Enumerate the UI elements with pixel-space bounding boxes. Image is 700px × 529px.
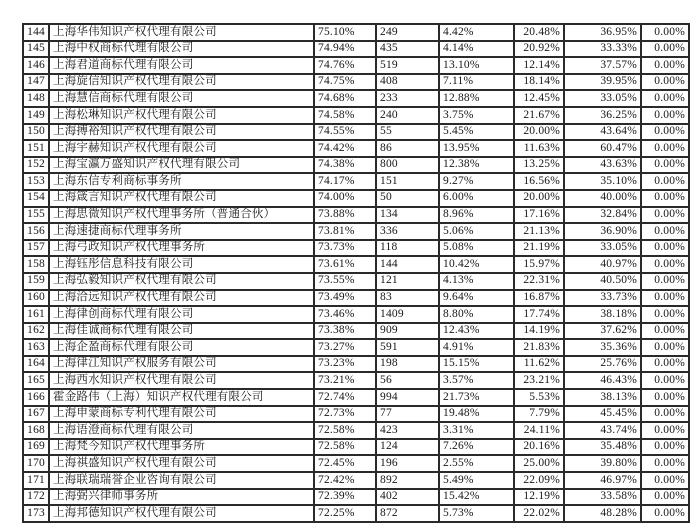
agency-name-cell: 上海东信专利商标事务所: [49, 173, 314, 190]
value-cell: 0.00%: [641, 157, 689, 174]
table-row: [23, 306, 689, 323]
value-cell: 9.64%: [439, 290, 514, 307]
table-row: [23, 207, 689, 224]
value-cell: 0.00%: [641, 323, 689, 340]
value-cell: 73.61%: [314, 256, 376, 273]
value-cell: 0.00%: [641, 140, 689, 157]
value-cell: 20.00%: [514, 190, 564, 207]
value-cell: 3.75%: [439, 107, 514, 124]
value-cell: 74.76%: [314, 57, 376, 74]
value-cell: 0.00%: [641, 505, 689, 522]
value-cell: 0.00%: [641, 356, 689, 373]
count-cell: 240: [376, 107, 439, 124]
value-cell: 0.00%: [641, 24, 689, 41]
rank-cell: 164: [23, 356, 49, 373]
value-cell: 36.90%: [564, 223, 641, 240]
value-cell: 15.97%: [514, 256, 564, 273]
value-cell: 11.62%: [514, 356, 564, 373]
value-cell: 74.38%: [314, 157, 376, 174]
agency-name-cell: 上海慧信商标代理有限公司: [49, 90, 314, 107]
value-cell: 39.95%: [564, 74, 641, 91]
count-cell: 83: [376, 290, 439, 307]
table-row: [23, 389, 689, 406]
value-cell: 0.00%: [641, 439, 689, 456]
agency-name-cell: 上海语澄商标代理有限公司: [49, 422, 314, 439]
agency-name-cell: 霍金路伟（上海）知识产权代理有限公司: [49, 389, 314, 406]
table-row: [23, 406, 689, 423]
value-cell: 0.00%: [641, 489, 689, 506]
value-cell: 74.00%: [314, 190, 376, 207]
value-cell: 0.00%: [641, 90, 689, 107]
table-row: [23, 489, 689, 506]
count-cell: 151: [376, 173, 439, 190]
table-row: [23, 107, 689, 124]
rank-cell: 161: [23, 306, 49, 323]
count-cell: 77: [376, 406, 439, 423]
value-cell: 72.42%: [314, 472, 376, 489]
table-row: [23, 356, 689, 373]
value-cell: 3.57%: [439, 372, 514, 389]
rank-cell: 167: [23, 406, 49, 423]
value-cell: 15.42%: [439, 489, 514, 506]
rank-cell: 163: [23, 339, 49, 356]
value-cell: 12.45%: [514, 90, 564, 107]
value-cell: 12.88%: [439, 90, 514, 107]
value-cell: 33.58%: [564, 489, 641, 506]
value-cell: 73.38%: [314, 323, 376, 340]
value-cell: 40.97%: [564, 256, 641, 273]
value-cell: 73.27%: [314, 339, 376, 356]
value-cell: 6.00%: [439, 190, 514, 207]
value-cell: 40.50%: [564, 273, 641, 290]
agency-name-cell: 上海君道商标代理有限公司: [49, 57, 314, 74]
value-cell: 24.11%: [514, 422, 564, 439]
value-cell: 13.25%: [514, 157, 564, 174]
value-cell: 0.00%: [641, 240, 689, 257]
count-cell: 872: [376, 505, 439, 522]
value-cell: 16.56%: [514, 173, 564, 190]
count-cell: 124: [376, 439, 439, 456]
value-cell: 16.87%: [514, 290, 564, 307]
value-cell: 5.49%: [439, 472, 514, 489]
count-cell: 336: [376, 223, 439, 240]
value-cell: 32.84%: [564, 207, 641, 224]
rank-cell: 165: [23, 372, 49, 389]
rank-cell: 149: [23, 107, 49, 124]
count-cell: 118: [376, 240, 439, 257]
value-cell: 35.10%: [564, 173, 641, 190]
value-cell: 0.00%: [641, 472, 689, 489]
value-cell: 12.43%: [439, 323, 514, 340]
count-cell: 800: [376, 157, 439, 174]
value-cell: 0.00%: [641, 57, 689, 74]
value-cell: 20.92%: [514, 41, 564, 58]
agency-name-cell: 上海箴言知识产权代理有限公司: [49, 190, 314, 207]
value-cell: 21.19%: [514, 240, 564, 257]
value-cell: 4.14%: [439, 41, 514, 58]
value-cell: 45.45%: [564, 406, 641, 423]
agency-name-cell: 上海旋信知识产权代理有限公司: [49, 74, 314, 91]
value-cell: 20.48%: [514, 24, 564, 41]
agency-table-body: [23, 24, 689, 522]
agency-name-cell: 上海华伟知识产权代理有限公司: [49, 24, 314, 41]
value-cell: 74.17%: [314, 173, 376, 190]
agency-name-cell: 上海佳诚商标代理有限公司: [49, 323, 314, 340]
table-row: [23, 339, 689, 356]
rank-cell: 166: [23, 389, 49, 406]
count-cell: 86: [376, 140, 439, 157]
count-cell: 233: [376, 90, 439, 107]
value-cell: 0.00%: [641, 422, 689, 439]
value-cell: 5.53%: [514, 389, 564, 406]
agency-name-cell: 上海宝瀛万盛知识产权代理有限公司: [49, 157, 314, 174]
agency-name-cell: 上海弓政知识产权代理事务所: [49, 240, 314, 257]
value-cell: 75.10%: [314, 24, 376, 41]
rank-cell: 169: [23, 439, 49, 456]
value-cell: 22.31%: [514, 273, 564, 290]
rank-cell: 168: [23, 422, 49, 439]
rank-cell: 148: [23, 90, 49, 107]
rank-cell: 172: [23, 489, 49, 506]
value-cell: 36.25%: [564, 107, 641, 124]
value-cell: 72.25%: [314, 505, 376, 522]
value-cell: 72.74%: [314, 389, 376, 406]
value-cell: 46.97%: [564, 472, 641, 489]
rank-cell: 145: [23, 41, 49, 58]
value-cell: 7.79%: [514, 406, 564, 423]
rank-cell: 150: [23, 124, 49, 141]
rank-cell: 152: [23, 157, 49, 174]
value-cell: 0.00%: [641, 273, 689, 290]
value-cell: 73.21%: [314, 372, 376, 389]
value-cell: 22.09%: [514, 472, 564, 489]
value-cell: 0.00%: [641, 372, 689, 389]
value-cell: 33.05%: [564, 90, 641, 107]
rank-cell: 173: [23, 505, 49, 522]
table-row: [23, 74, 689, 91]
rank-cell: 159: [23, 273, 49, 290]
value-cell: 20.16%: [514, 439, 564, 456]
value-cell: 37.62%: [564, 323, 641, 340]
agency-name-cell: 上海联瑞瑞誉企业咨询有限公司: [49, 472, 314, 489]
count-cell: 435: [376, 41, 439, 58]
rank-cell: 151: [23, 140, 49, 157]
value-cell: 72.58%: [314, 422, 376, 439]
value-cell: 0.00%: [641, 223, 689, 240]
agency-name-cell: 上海邦德知识产权代理有限公司: [49, 505, 314, 522]
value-cell: 11.63%: [514, 140, 564, 157]
rank-cell: 147: [23, 74, 49, 91]
count-cell: 50: [376, 190, 439, 207]
value-cell: 15.15%: [439, 356, 514, 373]
value-cell: 74.94%: [314, 41, 376, 58]
value-cell: 0.00%: [641, 173, 689, 190]
value-cell: 21.67%: [514, 107, 564, 124]
value-cell: 73.88%: [314, 207, 376, 224]
value-cell: 4.13%: [439, 273, 514, 290]
value-cell: 60.47%: [564, 140, 641, 157]
value-cell: 18.14%: [514, 74, 564, 91]
count-cell: 55: [376, 124, 439, 141]
value-cell: 74.68%: [314, 90, 376, 107]
value-cell: 0.00%: [641, 41, 689, 58]
count-cell: 892: [376, 472, 439, 489]
rank-cell: 158: [23, 256, 49, 273]
rank-cell: 162: [23, 323, 49, 340]
value-cell: 43.63%: [564, 157, 641, 174]
value-cell: 0.00%: [641, 256, 689, 273]
agency-name-cell: 上海宇赫知识产权代理有限公司: [49, 140, 314, 157]
value-cell: 38.13%: [564, 389, 641, 406]
table-row: [23, 124, 689, 141]
value-cell: 33.33%: [564, 41, 641, 58]
agency-name-cell: 上海律创商标代理有限公司: [49, 306, 314, 323]
value-cell: 5.06%: [439, 223, 514, 240]
value-cell: 5.45%: [439, 124, 514, 141]
table-row: [23, 41, 689, 58]
value-cell: 13.95%: [439, 140, 514, 157]
value-cell: 12.14%: [514, 57, 564, 74]
count-cell: 56: [376, 372, 439, 389]
agency-name-cell: 上海弘毅知识产权代理有限公司: [49, 273, 314, 290]
agency-name-cell: 上海梵今知识产权代理事务所: [49, 439, 314, 456]
count-cell: 121: [376, 273, 439, 290]
value-cell: 0.00%: [641, 207, 689, 224]
value-cell: 21.73%: [439, 389, 514, 406]
value-cell: 0.00%: [641, 107, 689, 124]
rank-cell: 154: [23, 190, 49, 207]
value-cell: 74.75%: [314, 74, 376, 91]
value-cell: 73.81%: [314, 223, 376, 240]
agency-name-cell: 上海西水知识产权代理有限公司: [49, 372, 314, 389]
value-cell: 33.05%: [564, 240, 641, 257]
table-row: [23, 157, 689, 174]
value-cell: 7.26%: [439, 439, 514, 456]
value-cell: 73.55%: [314, 273, 376, 290]
value-cell: 14.19%: [514, 323, 564, 340]
value-cell: 39.80%: [564, 455, 641, 472]
table-row: [23, 173, 689, 190]
value-cell: 37.57%: [564, 57, 641, 74]
rank-cell: 146: [23, 57, 49, 74]
agency-name-cell: 上海企盈商标代理有限公司: [49, 339, 314, 356]
agency-statistics-table: [22, 23, 690, 523]
count-cell: 249: [376, 24, 439, 41]
value-cell: 17.16%: [514, 207, 564, 224]
table-row: [23, 472, 689, 489]
agency-name-cell: 上海申蒙商标专利代理有限公司: [49, 406, 314, 423]
value-cell: 72.45%: [314, 455, 376, 472]
table-row: [23, 223, 689, 240]
value-cell: 72.73%: [314, 406, 376, 423]
rank-cell: 155: [23, 207, 49, 224]
value-cell: 25.00%: [514, 455, 564, 472]
value-cell: 33.73%: [564, 290, 641, 307]
table-row: [23, 57, 689, 74]
value-cell: 0.00%: [641, 124, 689, 141]
agency-name-cell: 上海松琳知识产权代理有限公司: [49, 107, 314, 124]
value-cell: 21.83%: [514, 339, 564, 356]
agency-name-cell: 上海中权商标代理有限公司: [49, 41, 314, 58]
value-cell: 74.55%: [314, 124, 376, 141]
table-row: [23, 455, 689, 472]
value-cell: 74.58%: [314, 107, 376, 124]
value-cell: 35.48%: [564, 439, 641, 456]
value-cell: 12.19%: [514, 489, 564, 506]
count-cell: 1409: [376, 306, 439, 323]
rank-cell: 170: [23, 455, 49, 472]
rank-cell: 156: [23, 223, 49, 240]
value-cell: 13.10%: [439, 57, 514, 74]
count-cell: 134: [376, 207, 439, 224]
agency-name-cell: 上海钰彤信息科技有限公司: [49, 256, 314, 273]
value-cell: 2.55%: [439, 455, 514, 472]
agency-name-cell: 上海律江知识产权服务有限公司: [49, 356, 314, 373]
value-cell: 8.96%: [439, 207, 514, 224]
table-row: [23, 372, 689, 389]
table-row: [23, 290, 689, 307]
value-cell: 4.91%: [439, 339, 514, 356]
value-cell: 5.73%: [439, 505, 514, 522]
rank-cell: 153: [23, 173, 49, 190]
rank-cell: 157: [23, 240, 49, 257]
table-row: [23, 24, 689, 41]
value-cell: 72.39%: [314, 489, 376, 506]
table-row: [23, 273, 689, 290]
value-cell: 73.23%: [314, 356, 376, 373]
value-cell: 0.00%: [641, 190, 689, 207]
table-row: [23, 140, 689, 157]
table-row: [23, 422, 689, 439]
value-cell: 0.00%: [641, 290, 689, 307]
value-cell: 9.27%: [439, 173, 514, 190]
value-cell: 0.00%: [641, 455, 689, 472]
value-cell: 0.00%: [641, 306, 689, 323]
agency-name-cell: 上海洽远知识产权代理有限公司: [49, 290, 314, 307]
rank-cell: 160: [23, 290, 49, 307]
value-cell: 0.00%: [641, 339, 689, 356]
count-cell: 198: [376, 356, 439, 373]
agency-name-cell: 上海速捷商标代理事务所: [49, 223, 314, 240]
count-cell: 408: [376, 74, 439, 91]
value-cell: 43.74%: [564, 422, 641, 439]
value-cell: 36.95%: [564, 24, 641, 41]
value-cell: 0.00%: [641, 406, 689, 423]
value-cell: 20.00%: [514, 124, 564, 141]
value-cell: 48.28%: [564, 505, 641, 522]
value-cell: 38.18%: [564, 306, 641, 323]
agency-name-cell: 上海祺盛知识产权代理有限公司: [49, 455, 314, 472]
table-row: [23, 90, 689, 107]
agency-name-cell: 上海搏裕知识产权代理有限公司: [49, 124, 314, 141]
rank-cell: 144: [23, 24, 49, 41]
value-cell: 40.00%: [564, 190, 641, 207]
value-cell: 73.49%: [314, 290, 376, 307]
value-cell: 35.36%: [564, 339, 641, 356]
count-cell: 519: [376, 57, 439, 74]
table-row: [23, 256, 689, 273]
value-cell: 7.11%: [439, 74, 514, 91]
value-cell: 23.21%: [514, 372, 564, 389]
value-cell: 73.73%: [314, 240, 376, 257]
value-cell: 0.00%: [641, 389, 689, 406]
value-cell: 5.08%: [439, 240, 514, 257]
agency-name-cell: 上海弼兴律师事务所: [49, 489, 314, 506]
value-cell: 21.13%: [514, 223, 564, 240]
value-cell: 25.76%: [564, 356, 641, 373]
value-cell: 72.58%: [314, 439, 376, 456]
rank-cell: 171: [23, 472, 49, 489]
count-cell: 423: [376, 422, 439, 439]
value-cell: 73.46%: [314, 306, 376, 323]
value-cell: 8.80%: [439, 306, 514, 323]
count-cell: 402: [376, 489, 439, 506]
table-row: [23, 505, 689, 522]
value-cell: 10.42%: [439, 256, 514, 273]
count-cell: 909: [376, 323, 439, 340]
table-row: [23, 240, 689, 257]
value-cell: 0.00%: [641, 74, 689, 91]
value-cell: 19.48%: [439, 406, 514, 423]
value-cell: 74.42%: [314, 140, 376, 157]
count-cell: 994: [376, 389, 439, 406]
value-cell: 17.74%: [514, 306, 564, 323]
value-cell: 4.42%: [439, 24, 514, 41]
count-cell: 196: [376, 455, 439, 472]
value-cell: 22.02%: [514, 505, 564, 522]
table-row: [23, 190, 689, 207]
agency-name-cell: 上海思微知识产权代理事务所（普通合伙）: [49, 207, 314, 224]
value-cell: 12.38%: [439, 157, 514, 174]
table-row: [23, 439, 689, 456]
table-row: [23, 323, 689, 340]
value-cell: 43.64%: [564, 124, 641, 141]
count-cell: 144: [376, 256, 439, 273]
count-cell: 591: [376, 339, 439, 356]
value-cell: 3.31%: [439, 422, 514, 439]
value-cell: 46.43%: [564, 372, 641, 389]
